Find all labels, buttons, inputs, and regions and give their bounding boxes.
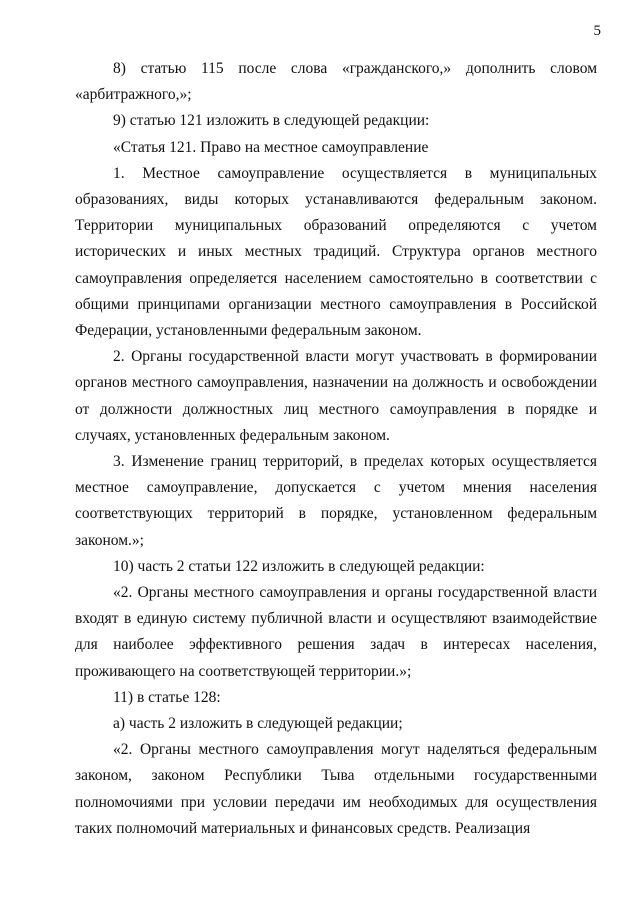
paragraph-item-10: 10) часть 2 статьи 122 изложить в следующей редакции: [113, 557, 485, 575]
paragraph-item-9: 9) статью 121 изложить в следующей редакции: [113, 112, 430, 130]
article-128-part-2: «2. Органы местного самоуправления могут наделяться федеральным законом, законом Республики Тыва отдельными государственными полномочиями при условии передачи им необходимых для осуществления таких полномочий материальных и финансовых средств. Реализация [75, 741, 597, 837]
article-121-part-1: 1. Местное самоуправление осуществляется в муниципальных образованиях, виды которых устанавливаются федеральным законом. Территории муниципальных образований определяются с учетом исторических и иных местных традиций. Структура органов местного самоуправления определяется населением самостоятельно в соответствии с общими принципами организации местного самоуправления в Российской Федерации, установленными федеральным законом. [75, 164, 597, 340]
article-121-part-3: 3. Изменение границ территорий, в пределах которых осуществляется местное самоуправление, допускается с учетом мнения населения соответствующих территорий в порядке, установленном федеральным законом.»; [75, 453, 597, 549]
paragraph-item-8: 8) статью 115 после слова «гражданского,» дополнить словом «арбитражного,»; [75, 60, 597, 104]
paragraph-item-11: 11) в статье 128: [113, 688, 221, 706]
article-122-part-2: «2. Органы местного самоуправления и органы государственной власти входят в единую систему публичной власти и осуществляют взаимодействие для наиболее эффективного решения задач в интересах населения, проживающего на соответствующей территории.»; [75, 584, 597, 680]
paragraph-subitem-a: а) часть 2 изложить в следующей редакции; [113, 715, 403, 733]
article-121-part-2: 2. Органы государственной власти могут участвовать в формировании органов местного самоуправления, назначении на должность и освобождении от должности должностных лиц местного самоуправления в порядке и случаях, установленных федеральным законом. [75, 348, 597, 444]
document-body [75, 56, 597, 842]
article-121-heading: «Статья 121. Право на местное самоуправление [113, 138, 429, 156]
page-number: 5 [593, 23, 601, 39]
